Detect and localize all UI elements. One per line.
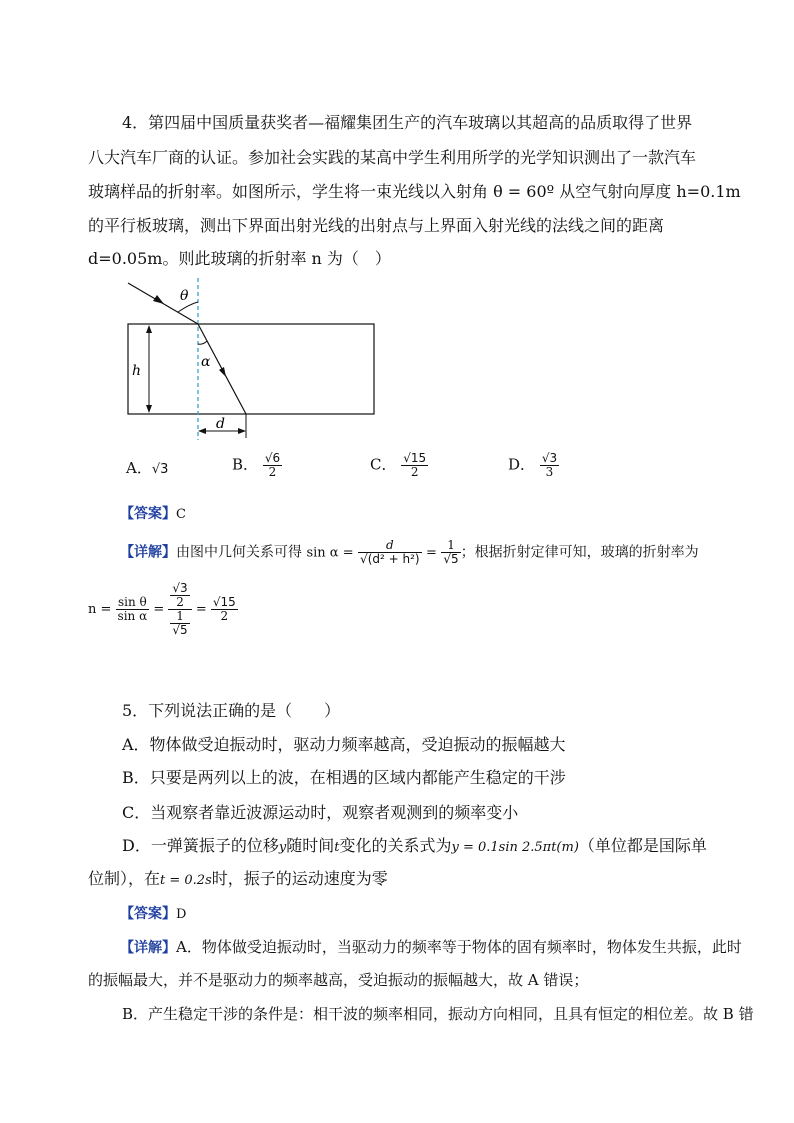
q4-line-5: d=0.05m。则此玻璃的折射率 n 为（ ）	[88, 249, 391, 268]
q4-line-3: 玻璃样品的折射率。如图所示，学生将一束光线以入射角 θ = 60º 从空气射向厚度 h=0.1m	[88, 182, 741, 201]
q5-detail-b: B．产生稳定干涉的条件是：相干波的频率相同，振动方向相同，且具有恒定的相位差。故 B 错	[122, 1005, 754, 1023]
q5-option-d[interactable]: D．一弹簧振子的位移y随时间t变化的关系式为y = 0.1sin 2.5πt(m)（单位都是国际单	[122, 836, 707, 855]
alpha-label: α	[201, 354, 211, 370]
q5-option-b[interactable]: B．只要是两列以上的波，在相遇的区域内都能产生稳定的干涉	[122, 768, 566, 787]
theta-label: θ	[180, 288, 189, 304]
option-b[interactable]: B． $\frac{√6}{2}$	[232, 451, 281, 479]
incident-arrow	[153, 295, 164, 304]
refracted-arrow	[219, 367, 226, 377]
glass-refraction-diagram	[120, 278, 390, 443]
glass-plate	[128, 324, 374, 414]
q5-option-c[interactable]: C．当观察者靠近波源运动时，观察者观测到的频率变小	[122, 803, 519, 822]
q4-detail: 【详解】由图中几何关系可得 sin α = $\frac{d}{\text{√(d² + h²)}}$ = $\frac{1}{√5}$ ；根据折射定律可知，玻璃的折射率为	[120, 538, 699, 566]
option-d[interactable]: D． $\frac{√3}{3}$	[508, 451, 558, 479]
q5-option-a[interactable]: A．物体做受迫振动时，驱动力频率越高，受迫振动的振幅越大	[122, 735, 566, 754]
q5-stem: 5．下列说法正确的是（ ）	[122, 701, 341, 720]
d-label: d	[216, 416, 225, 432]
alpha-arc	[198, 341, 207, 344]
q4-line-4: 的平行板玻璃，测出下界面出射光线的出射点与上界面入射光线的法线之间的距离	[88, 216, 665, 235]
q5-detail-a-2: 的振幅最大，并不是驱动力的频率越高，受迫振动的振幅越大，故 A 错误；	[88, 971, 589, 989]
q4-formula: n = $\frac{\text{sin θ}}{\text{sin α}}$ = $\frac{\frac{√3}{2}}{\frac{1}{√5}}$ = $\frac{√15}{2}$	[88, 581, 236, 637]
h-label: h	[132, 363, 142, 379]
q4-line-2: 八大汽车厂商的认证。参加社会实践的某高中学生利用所学的光学知识测出了一款汽车	[88, 148, 697, 167]
option-a[interactable]: A．√3	[126, 459, 169, 477]
q4-answer: 【答案】C	[120, 506, 186, 522]
q5-detail-a-1: 【详解】A．物体做受迫振动时，当驱动力的频率等于物体的固有频率时，物体发生共振，此时	[120, 938, 742, 956]
q5-option-d-cont: 位制），在t = 0.2s时，振子的运动速度为零	[88, 869, 388, 888]
q5-answer: 【答案】D	[120, 906, 187, 922]
q4-line-1: 4．第四届中国质量获奖者—福耀集团生产的汽车玻璃以其超高的品质取得了世界	[122, 113, 693, 132]
option-c[interactable]: C． $\frac{√15}{2}$	[370, 451, 427, 479]
